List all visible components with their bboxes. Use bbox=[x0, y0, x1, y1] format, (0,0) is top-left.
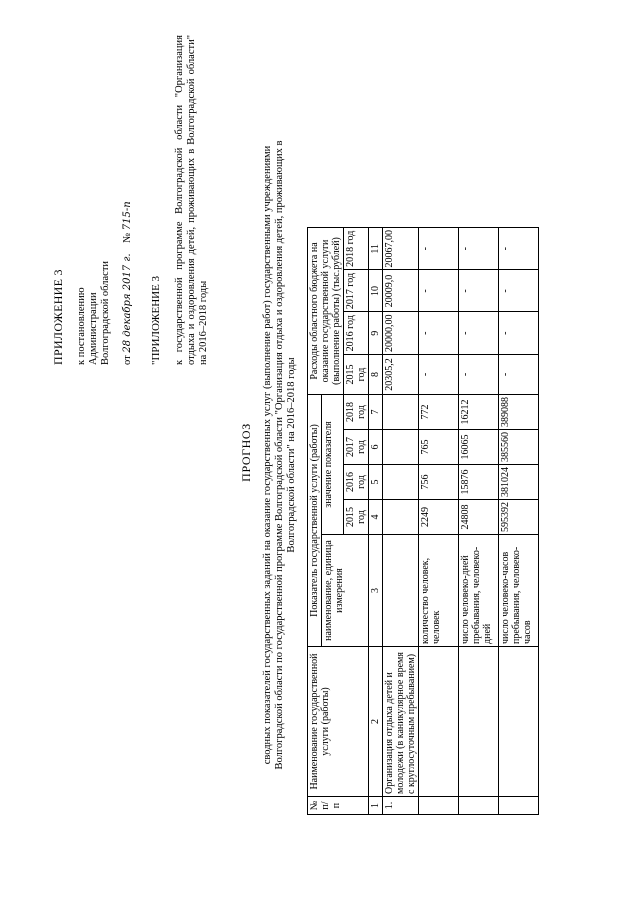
expense-2015: 20305,2 bbox=[383, 355, 419, 395]
year-2018: 2018 год bbox=[344, 395, 369, 430]
indicator-name: количество человек, человек bbox=[419, 535, 459, 647]
header-value: значение показателя bbox=[322, 395, 344, 535]
col-number: 11 bbox=[369, 228, 383, 271]
table-row bbox=[499, 228, 539, 815]
expense-dash: - bbox=[459, 228, 499, 271]
document-intro: сводных показателей государственных заданий на оказание государственных услуг (выполнение работ) государственными учреждениями Волгоградской области по государственной программе Волгоградской области "Организация отдыха и оздоровления детей, проживающих в Волгоградской области" на 2016–2018 годы bbox=[262, 140, 297, 770]
number-prefix: № bbox=[122, 232, 133, 243]
indicator-value: 2249 bbox=[419, 500, 459, 535]
header-name-unit: наименование, единица измерения bbox=[322, 535, 369, 647]
exp-year-2016: 2016 год bbox=[344, 312, 369, 355]
appendix-header bbox=[52, 35, 134, 365]
expense-dash: - bbox=[459, 355, 499, 395]
col-number: 2 bbox=[369, 647, 383, 797]
program-appendix-text: к государственной программе Волгоградской области "Организация отдыха и оздоровления детей, проживающих в Волгоградской области" на 2016–2018 годы bbox=[174, 35, 209, 365]
indicator-value: 595392 bbox=[499, 500, 539, 535]
indicator-value: 756 bbox=[419, 465, 459, 500]
appendix-line-2: Администрации bbox=[88, 292, 99, 365]
appendix-line-1: к постановлению bbox=[76, 287, 87, 365]
expense-2018: 20067,00 bbox=[383, 228, 419, 271]
expense-dash: - bbox=[499, 355, 539, 395]
indicator-value: 772 bbox=[419, 395, 459, 430]
year-2017: 2017 год bbox=[344, 430, 369, 465]
header-service: Наименование государственной услуги (работы) bbox=[308, 647, 369, 797]
date-value: 28 декабря 2017 г. bbox=[122, 253, 133, 353]
row-number: 1. bbox=[383, 797, 419, 815]
col-number: 1 bbox=[369, 797, 383, 815]
expense-dash: - bbox=[499, 270, 539, 312]
expense-dash: - bbox=[459, 312, 499, 355]
year-2016: 2016 год bbox=[344, 465, 369, 500]
expense-dash: - bbox=[419, 270, 459, 312]
indicator-value: 16212 bbox=[459, 395, 499, 430]
exp-year-2018: 2018 год bbox=[344, 228, 369, 271]
indicator-value: 389088 bbox=[499, 395, 539, 430]
expense-dash: - bbox=[499, 228, 539, 271]
indicator-value: 24808 bbox=[459, 500, 499, 535]
document-heading: ПРОГНОЗ bbox=[239, 423, 253, 482]
program-appendix bbox=[150, 35, 210, 365]
table-row bbox=[419, 228, 459, 815]
header-indicator: Показатель государственной услуги (работы) bbox=[308, 395, 322, 647]
expense-dash: - bbox=[419, 355, 459, 395]
expense-dash: - bbox=[419, 312, 459, 355]
date-prefix: от bbox=[122, 355, 133, 365]
indicator-value: 16065 bbox=[459, 430, 499, 465]
col-number: 4 bbox=[369, 500, 383, 535]
appendix-line-3: Волгоградской области bbox=[100, 260, 111, 365]
col-number: 9 bbox=[369, 312, 383, 355]
indicator-name: число человеко-часов пребывания, человеко-часов bbox=[499, 535, 539, 647]
expense-dash: - bbox=[499, 312, 539, 355]
forecast-table bbox=[307, 227, 539, 815]
appendix-title: ПРИЛОЖЕНИЕ 3 bbox=[51, 269, 65, 365]
indicator-value: 381024 bbox=[499, 465, 539, 500]
header-num: № п/п bbox=[308, 797, 369, 815]
col-number: 3 bbox=[369, 535, 383, 647]
exp-year-2015: 2015 год bbox=[344, 355, 369, 395]
indicator-name: число человеко-дней пребывания, человеко-дней bbox=[459, 535, 499, 647]
indicator-value: 385560 bbox=[499, 430, 539, 465]
expense-2016: 20000,00 bbox=[383, 312, 419, 355]
expense-dash: - bbox=[419, 228, 459, 271]
table-row bbox=[383, 228, 419, 815]
program-appendix-title: "ПРИЛОЖЕНИЕ 3 bbox=[150, 275, 162, 365]
col-number: 8 bbox=[369, 355, 383, 395]
service-name: Организация отдыха детей и молодежи (в каникулярное время с круглосуточным пребыванием) bbox=[383, 647, 419, 797]
col-number: 6 bbox=[369, 430, 383, 465]
expense-2017: 20009,0 bbox=[383, 270, 419, 312]
number-value: 715-п bbox=[122, 201, 133, 231]
expense-dash: - bbox=[459, 270, 499, 312]
header-expenses: Расходы областного бюджета на оказание государственной услуги (выполнение работы) (тыс.рублей) bbox=[308, 228, 344, 395]
col-number: 10 bbox=[369, 270, 383, 312]
exp-year-2017: 2017 год bbox=[344, 270, 369, 312]
appendix-date-line bbox=[122, 35, 134, 365]
table-row bbox=[459, 228, 499, 815]
col-number: 5 bbox=[369, 465, 383, 500]
indicator-value: 765 bbox=[419, 430, 459, 465]
year-2015: 2015 год bbox=[344, 500, 369, 535]
col-number: 7 bbox=[369, 395, 383, 430]
indicator-value: 15876 bbox=[459, 465, 499, 500]
